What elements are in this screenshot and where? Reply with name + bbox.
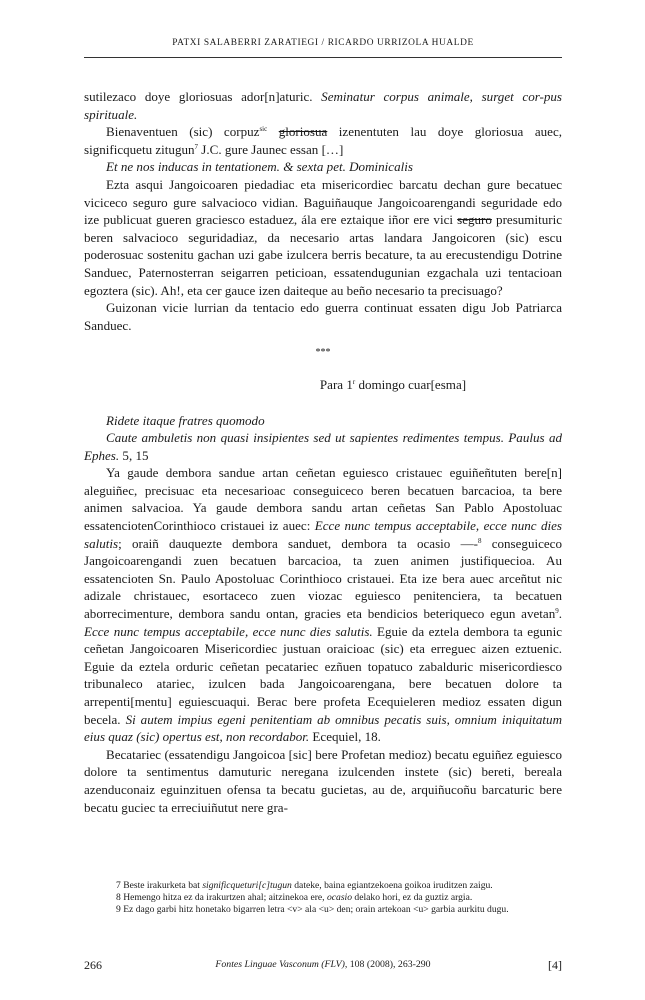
text-run: Bienaventuen (sic) corpuz <box>106 124 260 140</box>
italic-term: significqueturi[c]tugun <box>202 880 292 891</box>
italic-term: ocasio <box>326 892 353 903</box>
bracket-page: [4] <box>548 958 562 972</box>
paragraph-6 <box>84 464 562 746</box>
text-run: 7 Beste irakurketa bat <box>116 880 203 891</box>
struck-word: gloriosua <box>278 124 328 140</box>
paragraph-4 <box>84 176 562 299</box>
text-run: . <box>558 606 562 622</box>
paragraph-5: Guizonan vicie lurrian da tentacio edo guerra continuat essaten digu Job Patriarca Sanduec. <box>84 300 562 333</box>
text-run: presumituric beren salvacioco seguridadiaz, da necesario artas landara Jangoicoren (sic) escu poderosuac sostenitu gachan uzi gabe izulcera berris becature, ta au erecustendigu Dotrine Sanduec, Paternosterran seigarren peticioan, essatendugunian ezgachala uzi tentacioan egoztera (sic). Ah!, eta cer gauce izen daiteque au beño necesario ta precisuago? <box>84 212 562 298</box>
section-separator: *** <box>315 347 331 359</box>
running-head: PATXI SALABERRI ZARATIEGI / RICARDO URRIZOLA HUALDE <box>172 38 474 48</box>
journal-issue: , 108 (2008), 263-290 <box>344 959 431 970</box>
footnote-9: 9 Ez dago garbi hitz honetako bigarren letra <v> ala <u> den; orain artekoan <u> garbia aurkitu dugu. <box>116 904 509 915</box>
footnotes <box>84 880 562 916</box>
text-run: ; oraiñ dauquezte dembora sanduet, dembora ta ocasio —- <box>118 535 478 551</box>
journal-reference <box>84 959 562 970</box>
text-run: Ezta asqui Jangoicoaren piedadiac eta misericordiec barcatu dechan gure becatuec viciceco seguro gure salvacioco vidian. Baguiñauque Jangoicoarengandi seguridade edo ize publicuat gueren graciesco estaduez, ála ere eztaique iñor ere vici <box>84 176 562 228</box>
footnote-ref: 8 <box>477 536 482 545</box>
text-run: Para 1 <box>319 376 353 392</box>
text-run: izenentuten lau doye gloriosua auec, significquetu zitugun <box>84 124 562 157</box>
sic-marker: sic <box>259 125 268 134</box>
struck-word: seguro <box>457 212 492 228</box>
page-number: 266 <box>84 958 102 972</box>
latin-quote: Ecce nunc tempus acceptabile, ecce nunc dies salutis <box>84 518 562 551</box>
footnote-ref: 9 <box>555 607 559 616</box>
latin-quote-2 <box>84 429 562 464</box>
footnote-7 <box>84 880 562 892</box>
latin-quote-1: Ridete itaque fratres quomodo <box>106 412 265 428</box>
text-run: Ya gaude dembora sandue artan ceñetan eguiesco cristauec eguiñeñtuten bere[n] aleguiñec, precisuac eta necesarioac conseguiceco beren becatuen barcacioa, ta bere animen salvacioa. Ya gaude dembora sandu artan ceñetas San Pablo Apostoluac essatenciotenCorinthioco cristauei iz auec: <box>84 465 562 534</box>
footnote-ref: 7 <box>194 142 199 151</box>
journal-title: Fontes Linguae Vasconum (FLV) <box>215 959 345 970</box>
text-run: conseguiceco Jangoicoarengandi zuen becatuen barcacioa, ta zuen animen justifiquecioa. Au essatencioten Sn. Paulo Apostoluac Corinthioco cristauei. Eta ize bera auec arceñtut nic adizale christauec, esortaceco zuen viozac eguiesco penitenciera, ta becatuen aborrecimenture, dembora sandu ontan, gracies eta bendicios beteriqueco egun avetan <box>84 535 562 622</box>
paragraph-1 <box>84 88 562 123</box>
text-run: dateke, baina egiantzekoena goikoa iruditzen zaigu. <box>291 880 493 891</box>
text-run: J.C. gure Jaunec essan […] <box>198 141 344 157</box>
citation: Ecequiel, 18. <box>309 729 381 745</box>
citation: 5, 15 <box>119 447 149 463</box>
paragraph-2 <box>84 123 562 158</box>
latin-quote: Ecce nunc tempus acceptabile, ecce nunc dies salutis. <box>84 623 373 639</box>
latin-quote: Seminatur corpus animale, surget cor-pus spirituale. <box>84 89 562 122</box>
text-run: 8 Hemengo hitza ez da irakurtzen ahal; aitzinekoa ere, <box>116 892 327 903</box>
latin-quote: Si autem impius egeni penitentiam ab omnibus pecatis suis, omnium iniquitatum eius quaz (sic) opertus est, non recordabor. <box>84 711 562 745</box>
text-run: delako hori, ez da guztiz argia. <box>352 892 473 903</box>
section-heading <box>84 376 562 394</box>
latin-quote: Caute ambuletis non quasi insipientes sed ut sapientes redimentes tempus. Paulus ad Ephes. <box>84 430 562 463</box>
text-run: Eguie da eztela dembora ta egunic ceñetan Jangoicoaren Misericordiec justuan oraicioac (sic) eta erreguec aizen eztuenic. Eguie da eztela orduric ceñetan pecatariec ezñuen topatuco zabalduric misericordiesco tribunaleco atariec, izulcen bada Jangoicoarengana, bere becatuen dolore ta arrepenti[mentu] eguiescuaqui. Berac bere profeta Ecequieleren medioz essaten digun becela. <box>84 623 562 727</box>
paragraph-7: Becatariec (essatendigu Jangoicoa [sic] bere Profetan medioz) becatu eguiñez eguiesco dolore ta sentimentus damuturic neregana izulcenden instete (sic) bereti, bereala azenduconaiz eguinzituen ofensa ta becatu gucietas, au de, arquiñucoñu barcaturic bere becatu guciec ta erreciuiñutut nere gra- <box>84 746 562 815</box>
text-run: sutilezaco doye gloriosuas ador[n]aturic. <box>84 89 322 104</box>
paragraph-3: Et ne nos inducas in tentationem. & sexta pet. Dominicalis <box>106 159 413 175</box>
text-run: domingo cuar[esma] <box>355 376 467 392</box>
footnote-8 <box>84 892 562 904</box>
header-rule <box>84 57 562 58</box>
main-text <box>84 88 562 816</box>
ordinal-marker: r <box>352 377 356 386</box>
